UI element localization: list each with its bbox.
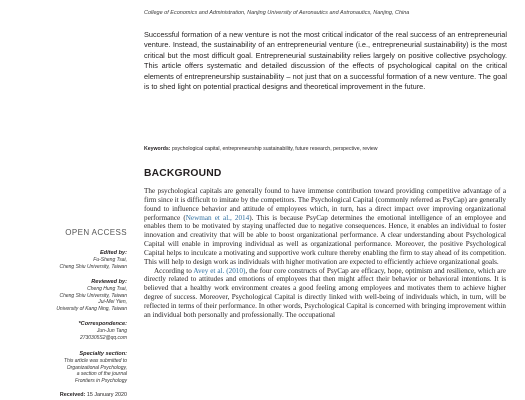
body-paragraph-1 <box>144 187 506 267</box>
specialty-line-3: a section of the journal <box>76 371 127 378</box>
keywords-text: psychological capital, entrepreneurship sustainability, future research, perspective, review <box>171 146 378 152</box>
correspondence-heading: *Correspondence: <box>78 321 127 327</box>
keywords <box>144 146 507 153</box>
abstract: Successful formation of a new venture is not the most critical indicator of the real success of an entrepreneurial venture. Instead, the sustainability of an entrepreneurial venture (i.e., entrepreneurial sustainability) is the most critical but the most difficult goal. Entrepreneurial sustainability relies largely on positive collective psychology. This article offers systematic and detailed discussion of the effects of psychological capital on the critical elements of entrepreneurship sustainability – not just that on a successful formation of a new venture. The goal is to shed light on potential practical designs and theoretical improvement in the future. <box>144 30 507 92</box>
paragraph-1-part-b: ). This is because PsyCap determines the emotional intelligence of an employee and enables them to be motivated by staying unaffected due to negative consequences. Hence, it enables an individual to foster innovation and creativity that will be able to boost organizational performance. A clear understanding about Psychological Capital will enable in improving individual as well as organizational performance. Moreover, the positive Psychological Capital helps to inculcate a motivating and supportive work culture thereby enabling the firm to stay ahead of its competition. This will help to design work as individuals with higher motivation are expected to efficiently achieve organizational goals. <box>144 213 506 266</box>
received-label: Received: <box>59 392 86 398</box>
correspondence-block <box>79 321 128 341</box>
specialty-line-2: Organizational Psychology, <box>66 364 127 371</box>
reviewed-by-heading: Reviewed by: <box>91 279 127 285</box>
edited-by-heading: Edited by: <box>99 250 127 256</box>
specialty-section-heading: Specialty section: <box>79 351 127 357</box>
correspondent-email[interactable]: 2730305S2@qq.com <box>79 334 127 341</box>
citation-avey-2010[interactable]: Avey et al. (2010) <box>193 266 246 275</box>
citation-newman-2014[interactable]: Newman et al., 2014 <box>185 213 250 222</box>
reviewed-by-block <box>56 279 127 312</box>
reviewer-1-affiliation: Cheng Shiu University, Taiwan <box>59 292 127 299</box>
paragraph-2-part-b: , the four core constructs of PsyCap are efficacy, hope, optimism and resilience, which are directly related to attitudes and emotions of employees that then might affect their behavior or behavioral intentions. It is believed that a healthy work environment creates a good feeling among employees and motivates them to achieve higher degree of success. Moreover, Psychological Capital is directly linked with well-being of individuals which, in turn, will be reflected in terms of their performance. In other words, Psychological Capital is concerned with bringing improvement within an individual both personally and professionally. The occupational <box>144 266 506 319</box>
reviewer-1-name: Cheng Hung Tsai, <box>87 286 127 292</box>
specialty-section-block <box>64 351 127 384</box>
keywords-label: Keywords: <box>144 146 171 152</box>
received-date <box>60 392 127 399</box>
editor-affiliation: Cheng Shiu University, Taiwan <box>59 263 127 270</box>
correspondent-name: Jun-Jun Tang <box>96 328 127 334</box>
section-title-background: BACKGROUND <box>144 168 222 179</box>
body-paragraph-2 <box>144 267 506 320</box>
open-access-label: OPEN ACCESS <box>65 228 127 237</box>
reviewer-2-affiliation: University of Kang Ning, Taiwan <box>56 305 127 312</box>
paragraph-2-part-a: According to <box>154 266 194 275</box>
edited-by-block <box>59 250 127 270</box>
received-value: 15 January 2020 <box>86 392 127 398</box>
paragraph-1-part-a: The psychological capitals are generally found to have immense contribution toward providing competitive advantage of a firm since it is difficult to imitate by the competitors. The Psychological Capital (commonly referred as PsyCap) are generally found to influence behavior and attitude of employees which, in turn, has a direct impact over improving organizational performance ( <box>144 187 506 222</box>
editor-name: Fu-Sheng Tsai, <box>93 257 127 263</box>
reviewer-2-name: Jui-Mei Yien, <box>98 299 127 306</box>
author-affiliation: College of Economics and Administration, Nanjing University of Aeronautics and Astronautics, Nanjing, China <box>144 10 410 16</box>
specialty-line-1: This article was submitted to <box>63 358 127 364</box>
article-body <box>144 187 506 320</box>
specialty-line-4: Frontiers in Psychology <box>75 377 127 384</box>
